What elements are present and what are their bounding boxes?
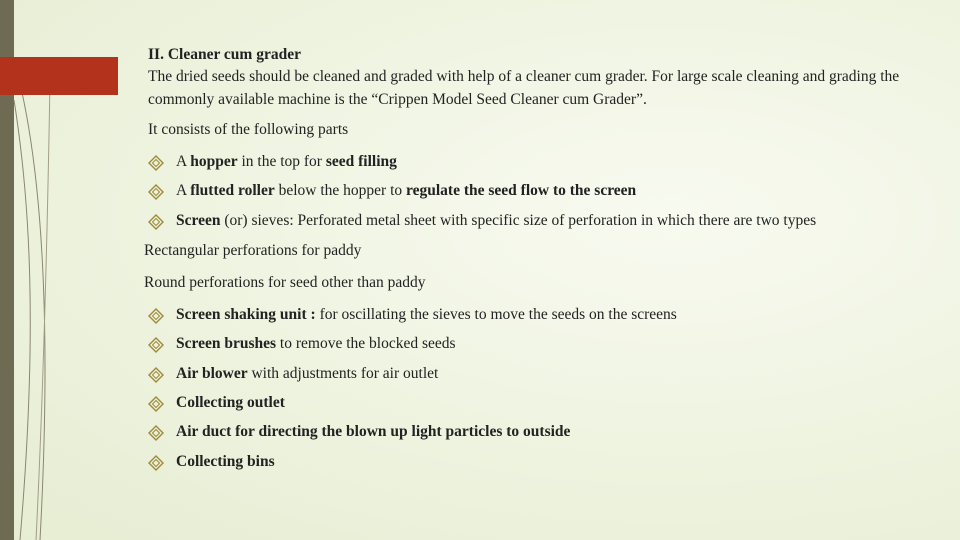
bullet-item — [148, 422, 908, 441]
diamond-bullet-icon — [148, 337, 164, 353]
bullet-item — [148, 334, 908, 353]
section-heading: II. Cleaner cum grader — [148, 46, 301, 63]
text-run: (or) sieves: Perforated metal sheet with specific size of perforation in which there are two types — [220, 211, 817, 229]
bullet-item — [148, 211, 908, 230]
diamond-bullet-icon — [148, 396, 164, 412]
text-run: in the top for — [237, 152, 326, 170]
bullet-item — [148, 452, 908, 471]
bullet-text — [176, 364, 908, 383]
bold-run: seed filling — [325, 152, 397, 170]
diamond-bullet-icon — [148, 214, 164, 230]
diamond-bullet-icon — [148, 308, 164, 324]
bullet-list-a — [148, 152, 908, 230]
sub-item-list — [144, 240, 908, 295]
text-run: below the hopper to — [274, 182, 407, 200]
bullet-item — [148, 393, 908, 412]
bold-run: flutted roller — [190, 182, 275, 200]
intro-paragraph: The dried seeds should be cleaned and graded with help of a cleaner cum grader. For large scale cleaning and grading the commonly available machine is the “Crippen Model Seed Cleaner cum Grader”. — [148, 68, 900, 108]
bold-run: regulate the seed flow to the screen — [406, 182, 637, 200]
bold-run: Collecting outlet — [176, 394, 285, 412]
text-run: A — [176, 182, 191, 200]
bullet-text — [176, 152, 908, 171]
diamond-bullet-icon — [148, 155, 164, 171]
text-run: for oscillating the sieves to move the seeds on the screens — [319, 305, 677, 323]
bullet-list-b — [148, 305, 908, 471]
bold-run: Collecting bins — [176, 452, 275, 470]
sub-item: Rectangular perforations for paddy — [144, 242, 362, 259]
bold-run: Screen shaking unit : — [176, 305, 320, 323]
consists-line: It consists of the following parts — [148, 121, 349, 139]
bullet-text — [176, 422, 908, 441]
slide-content — [144, 44, 908, 471]
bullet-text — [176, 305, 908, 324]
bullet-item — [148, 305, 908, 324]
diamond-bullet-icon — [148, 367, 164, 383]
bold-run: hopper — [190, 152, 238, 170]
bullet-text — [176, 334, 908, 353]
bullet-text — [176, 452, 908, 471]
bold-run: Air duct for directing the blown up light particles to outside — [176, 423, 571, 441]
bullet-text — [176, 181, 908, 200]
text-run: with adjustments for air outlet — [247, 364, 439, 382]
bullet-text — [176, 211, 908, 230]
bold-run: Screen brushes — [176, 335, 277, 353]
diamond-bullet-icon — [148, 184, 164, 200]
bullet-text — [176, 393, 908, 412]
bold-run: Screen — [176, 211, 221, 229]
sub-item: Round perforations for seed other than paddy — [144, 274, 426, 292]
text-run: to remove the blocked seeds — [276, 335, 456, 353]
text-run: A — [176, 152, 191, 170]
bullet-item — [148, 364, 908, 383]
diamond-bullet-icon — [148, 455, 164, 471]
accent-tab — [0, 57, 118, 95]
bold-run: Air blower — [176, 364, 248, 382]
bullet-item — [148, 181, 908, 200]
diamond-bullet-icon — [148, 425, 164, 441]
bullet-item — [148, 152, 908, 171]
